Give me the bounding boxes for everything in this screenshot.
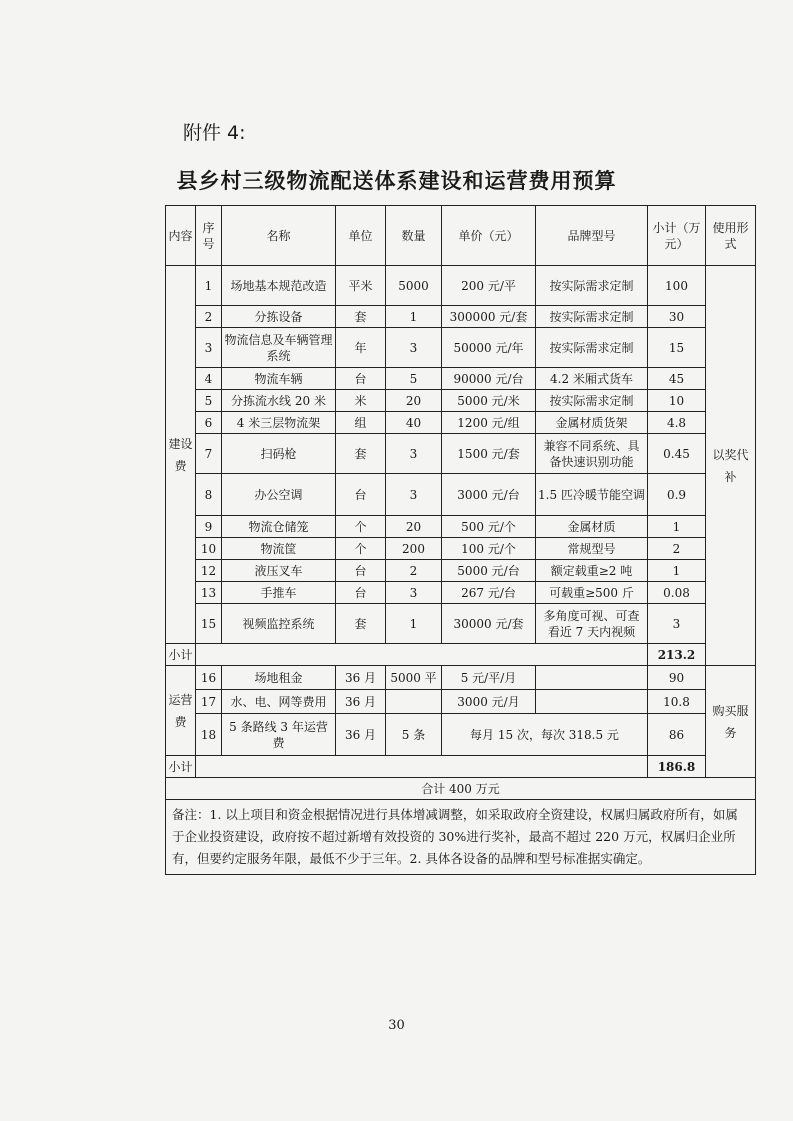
row-qty — [386, 690, 442, 714]
row-price: 300000 元/套 — [442, 306, 536, 328]
row-qty: 1 — [386, 604, 442, 644]
row-price: 500 元/个 — [442, 516, 536, 538]
row-unit: 套 — [336, 434, 386, 474]
row-price: 1200 元/组 — [442, 412, 536, 434]
row-brand: 多角度可视、可查看近 7 天内视频 — [536, 604, 648, 644]
table-row — [166, 390, 756, 412]
header-seq: 序号 — [196, 206, 222, 266]
page-title: 县乡村三级物流配送体系建设和运营费用预算 — [176, 168, 617, 193]
row-price: 5000 元/台 — [442, 560, 536, 582]
table-row — [166, 690, 756, 714]
operation-subtotal-row — [166, 756, 756, 778]
total-row — [166, 778, 756, 800]
row-name: 物流信息及车辆管理系统 — [222, 328, 336, 368]
row-name: 4 米三层物流架 — [222, 412, 336, 434]
table-row — [166, 582, 756, 604]
row-name: 5 条路线 3 年运营费 — [222, 714, 336, 756]
row-seq: 6 — [196, 412, 222, 434]
row-subtotal: 90 — [648, 666, 706, 690]
row-qty: 2 — [386, 560, 442, 582]
row-qty: 3 — [386, 434, 442, 474]
remarks-note: 备注：1. 以上项目和资金根据情况进行具体增减调整，如采取政府全资建设，权属归属政府所有，如属于企业投资建设，政府按不超过新增有效投资的 30%进行奖补，最高不超过 220 万元，权属归企业所有，但要约定服务年限，最低不少于三年。2. 具体各设备的品牌和型号标准据实确定。 — [166, 800, 756, 875]
row-name: 视频监控系统 — [222, 604, 336, 644]
row-qty: 40 — [386, 412, 442, 434]
row-name: 液压叉车 — [222, 560, 336, 582]
row-subtotal: 0.45 — [648, 434, 706, 474]
row-qty: 3 — [386, 474, 442, 516]
row-seq: 2 — [196, 306, 222, 328]
row-unit: 36 月 — [336, 714, 386, 756]
row-seq: 18 — [196, 714, 222, 756]
row-price: 3000 元/台 — [442, 474, 536, 516]
table-row — [166, 516, 756, 538]
row-brand: 按实际需求定制 — [536, 390, 648, 412]
row-subtotal: 86 — [648, 714, 706, 756]
row-price: 5000 元/米 — [442, 390, 536, 412]
row-brand: 常规型号 — [536, 538, 648, 560]
header-content: 内容 — [166, 206, 196, 266]
table-row — [166, 412, 756, 434]
row-brand: 按实际需求定制 — [536, 266, 648, 306]
row-name: 分拣设备 — [222, 306, 336, 328]
row-brand: 兼容不同系统、具备快速识别功能 — [536, 434, 648, 474]
row-seq: 13 — [196, 582, 222, 604]
row-seq: 1 — [196, 266, 222, 306]
row-price: 50000 元/年 — [442, 328, 536, 368]
row-name: 水、电、网等费用 — [222, 690, 336, 714]
row-seq: 5 — [196, 390, 222, 412]
row-subtotal: 1 — [648, 516, 706, 538]
row-unit: 米 — [336, 390, 386, 412]
row-unit: 台 — [336, 582, 386, 604]
row-subtotal: 10 — [648, 390, 706, 412]
header-subtotal: 小计（万元） — [648, 206, 706, 266]
table-row — [166, 266, 756, 306]
row-seq: 10 — [196, 538, 222, 560]
row-unit: 套 — [336, 306, 386, 328]
row-qty: 5 条 — [386, 714, 442, 756]
row-price: 5 元/平/月 — [442, 666, 536, 690]
row-price: 100 元/个 — [442, 538, 536, 560]
row-subtotal: 30 — [648, 306, 706, 328]
row-name: 物流车辆 — [222, 368, 336, 390]
table-row — [166, 368, 756, 390]
subtotal-label: 小计 — [166, 756, 196, 778]
row-unit: 平米 — [336, 266, 386, 306]
subtotal-blank — [196, 644, 648, 666]
row-name: 扫码枪 — [222, 434, 336, 474]
row-brand — [536, 690, 648, 714]
table-row — [166, 474, 756, 516]
row-price: 3000 元/月 — [442, 690, 536, 714]
subtotal-label: 小计 — [166, 644, 196, 666]
row-unit: 组 — [336, 412, 386, 434]
grand-total: 合计 400 万元 — [166, 778, 756, 800]
table-row — [166, 560, 756, 582]
row-unit: 年 — [336, 328, 386, 368]
table-row — [166, 714, 756, 756]
row-price: 267 元/台 — [442, 582, 536, 604]
row-brand: 可载重≥500 斤 — [536, 582, 648, 604]
row-qty: 20 — [386, 516, 442, 538]
row-subtotal: 1 — [648, 560, 706, 582]
row-brand: 额定载重≥2 吨 — [536, 560, 648, 582]
row-seq: 12 — [196, 560, 222, 582]
row-seq: 15 — [196, 604, 222, 644]
row-brand: 4.2 米厢式货车 — [536, 368, 648, 390]
row-name: 物流筐 — [222, 538, 336, 560]
row-seq: 3 — [196, 328, 222, 368]
row-unit: 台 — [336, 560, 386, 582]
row-unit: 个 — [336, 538, 386, 560]
row-subtotal: 2 — [648, 538, 706, 560]
row-price: 200 元/平 — [442, 266, 536, 306]
row-price: 1500 元/套 — [442, 434, 536, 474]
row-seq: 7 — [196, 434, 222, 474]
page-number: 30 — [388, 1018, 405, 1033]
row-subtotal: 100 — [648, 266, 706, 306]
row-name: 场地租金 — [222, 666, 336, 690]
row-price: 90000 元/台 — [442, 368, 536, 390]
row-unit: 台 — [336, 368, 386, 390]
row-unit: 36 月 — [336, 690, 386, 714]
row-subtotal: 0.08 — [648, 582, 706, 604]
header-qty: 数量 — [386, 206, 442, 266]
row-seq: 9 — [196, 516, 222, 538]
row-brand: 按实际需求定制 — [536, 328, 648, 368]
table-row — [166, 538, 756, 560]
table-row — [166, 604, 756, 644]
row-subtotal: 3 — [648, 604, 706, 644]
row-brand: 1.5 匹冷暖节能空调 — [536, 474, 648, 516]
row-subtotal: 45 — [648, 368, 706, 390]
table-row — [166, 434, 756, 474]
construction-subtotal-row — [166, 644, 756, 666]
row-name: 办公空调 — [222, 474, 336, 516]
operation-label: 运营费 — [166, 666, 196, 756]
row-price-brand: 每月 15 次，每次 318.5 元 — [442, 714, 648, 756]
operation-usage: 购买服务 — [706, 666, 756, 778]
row-subtotal: 10.8 — [648, 690, 706, 714]
budget-table — [165, 205, 756, 875]
row-qty: 20 — [386, 390, 442, 412]
row-seq: 4 — [196, 368, 222, 390]
header-brand: 品牌型号 — [536, 206, 648, 266]
row-unit: 台 — [336, 474, 386, 516]
construction-label: 建设费 — [166, 266, 196, 644]
note-row — [166, 800, 756, 875]
row-seq: 17 — [196, 690, 222, 714]
row-brand: 按实际需求定制 — [536, 306, 648, 328]
row-unit: 个 — [336, 516, 386, 538]
subtotal-value: 213.2 — [648, 644, 706, 666]
table-row — [166, 666, 756, 690]
row-subtotal: 4.8 — [648, 412, 706, 434]
row-subtotal: 0.9 — [648, 474, 706, 516]
subtotal-blank — [196, 756, 648, 778]
row-qty: 3 — [386, 582, 442, 604]
row-qty: 5000 平 — [386, 666, 442, 690]
row-seq: 8 — [196, 474, 222, 516]
attachment-label: 附件 4: — [183, 122, 246, 144]
row-qty: 200 — [386, 538, 442, 560]
row-qty: 1 — [386, 306, 442, 328]
row-brand — [536, 666, 648, 690]
row-name: 分拣流水线 20 米 — [222, 390, 336, 412]
row-name: 场地基本规范改造 — [222, 266, 336, 306]
row-brand: 金属材质货架 — [536, 412, 648, 434]
header-row — [166, 206, 756, 266]
row-seq: 16 — [196, 666, 222, 690]
table-row — [166, 306, 756, 328]
table-row — [166, 328, 756, 368]
row-name: 物流仓储笼 — [222, 516, 336, 538]
row-qty: 3 — [386, 328, 442, 368]
row-qty: 5 — [386, 368, 442, 390]
construction-usage: 以奖代补 — [706, 266, 756, 666]
row-unit: 36 月 — [336, 666, 386, 690]
row-unit: 套 — [336, 604, 386, 644]
row-qty: 5000 — [386, 266, 442, 306]
row-brand: 金属材质 — [536, 516, 648, 538]
header-price: 单价（元） — [442, 206, 536, 266]
header-name: 名称 — [222, 206, 336, 266]
row-name: 手推车 — [222, 582, 336, 604]
header-usage: 使用形式 — [706, 206, 756, 266]
row-subtotal: 15 — [648, 328, 706, 368]
row-price: 30000 元/套 — [442, 604, 536, 644]
subtotal-value: 186.8 — [648, 756, 706, 778]
header-unit: 单位 — [336, 206, 386, 266]
